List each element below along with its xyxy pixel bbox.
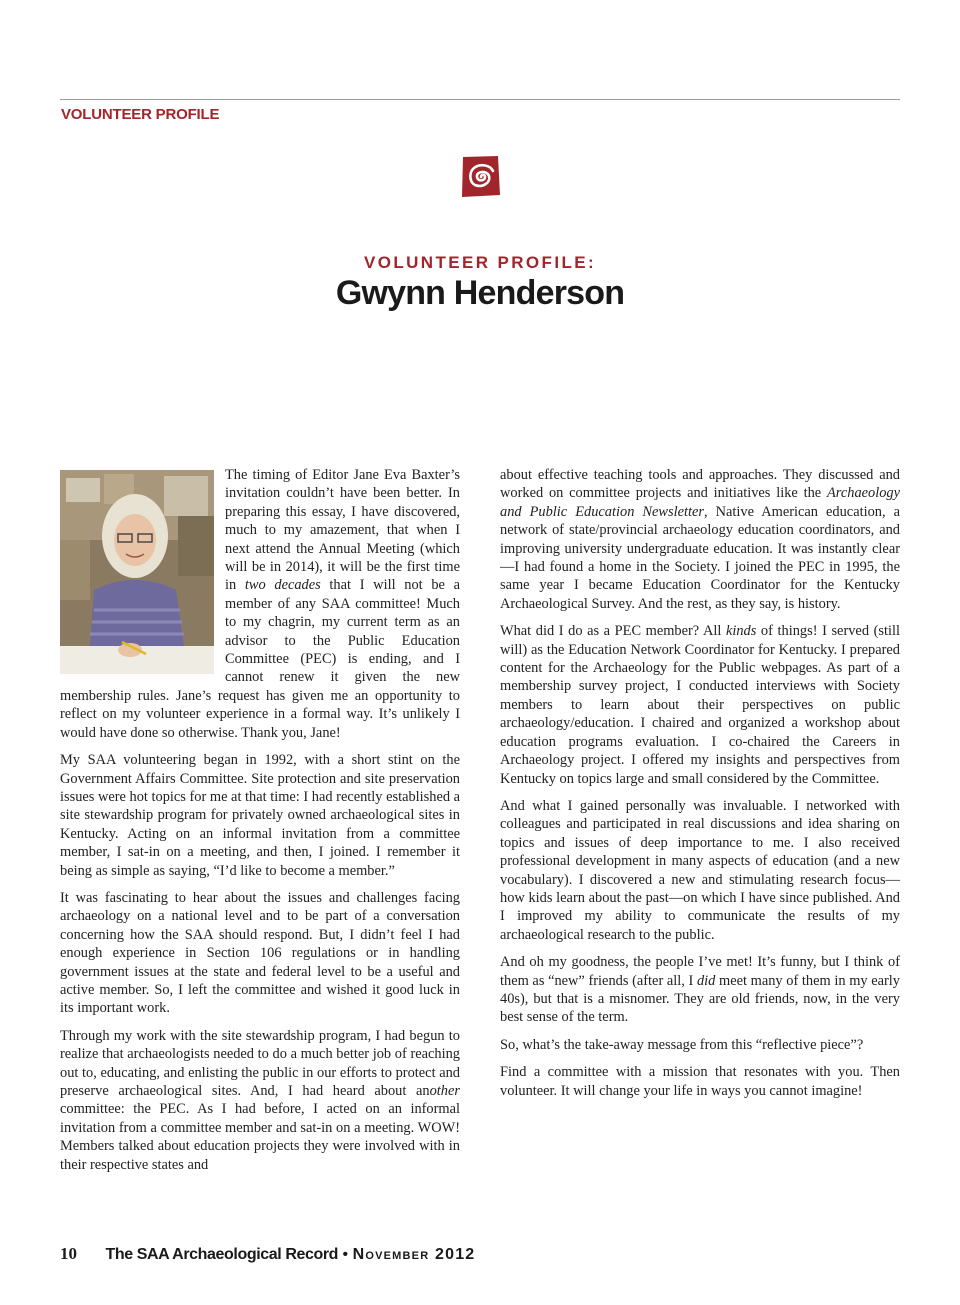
paragraph: And what I gained personally was invaluable. I networked with colleagues and participated in real discussions and idea sharing on topics and issues of deep importance to me. I also received professional development in many aspects of education (and a new vocabulary). I discovered a new and stimulating research focus—how kids learn about the past—on which I have since published. And I improved my ability to communicate the results of my archaeological research to the public. <box>500 797 900 943</box>
paragraph: What did I do as a PEC member? All kinds of things! I served (still will) as the Education Network Coordinator for Kentucky. I prepared content for the Archaeology for the Public webpages. As part of a membership survey project, I conducted interviews with Society members to learn about their perspectives on public archaeology/education. I chaired and organized a workshop about education programs evaluation. I co-chaired the Careers in Archaeology project. I offered my insights and perspectives from Kentucky on topics large and small considered by the Committee. <box>500 623 900 787</box>
section-label: VOLUNTEER PROFILE <box>61 106 220 123</box>
right-column <box>500 466 900 1109</box>
author-photo <box>60 470 214 674</box>
title-kicker: VOLUNTEER PROFILE: <box>363 253 597 272</box>
paragraph: Find a committee with a mission that resonates with you. Then volunteer. It will change your life in ways you cannot imagine! <box>500 1064 900 1099</box>
issue-date: November 2012 <box>352 1246 476 1263</box>
page-footer <box>60 1244 475 1264</box>
publication-name: The SAA Archaeological Record <box>105 1246 339 1263</box>
header-rule <box>60 99 900 100</box>
paragraph: The timing of Editor Jane Eva Baxter’s invitation couldn’t have been better. In preparing this essay, I have discovered, much to my amazement, that when I next attend the Annual Meeting (which will be in 2014), it will be the first time in two decades that I will not be a member of any SAA committee! Much to my chagrin, my current term as an advisor to the Public Education Committee (PEC) is ending, and I cannot renew it given the new membership rules. Jane’s request has given me an opportunity to reflect on my volunteer experience in a formal way. It’s unlikely I would have done so otherwise. Thank you, Jane! <box>60 467 460 741</box>
left-column <box>60 466 460 1183</box>
footer-separator: • <box>342 1246 349 1263</box>
page-number: 10 <box>60 1244 77 1263</box>
paragraph: Through my work with the site stewardship program, I had begun to realize that archaeologists needed to do a much better job of reaching out to, educating, and enlisting the public in our efforts to protect and preserve archaeological sites. And, I had heard about another committee: the PEC. As I had before, I acted on an informal invitation from a committee member and sat-in on a meeting. WOW! Members talked about education projects they were involved with in their respective states and <box>60 1027 460 1173</box>
paragraph: My SAA volunteering began in 1992, with a short stint on the Government Affairs Committee. Site protection and site preservation issues were hot topics for me at that time: I had recently established a site stewardship program for privately owned archaeological sites in Kentucky. Acting on an informal invitation from a committee member, I sat-in on a meeting, and then, I joined. I remember it being as simple as saying, “I’d like to become a member.” <box>60 752 461 879</box>
paragraph: about effective teaching tools and approaches. They discussed and worked on committee projects and initiatives like the Archaeology and Public Education Newsletter, Native American education, a network of state/provincial archaeology education coordinators, and improving university undergraduate education. It was instantly clear—I had found a home in the Society. I joined the PEC in 1995, the same year I became Education Coordinator for the Kentucky Archaeological Survey. And the rest, as they say, is history. <box>500 467 900 612</box>
paragraph: So, what’s the take-away message from this “reflective piece”? <box>500 1036 864 1053</box>
paragraph: It was fascinating to hear about the issues and challenges facing archaeology on a national level and to be part of a conversation concerning how the SAA should respond. But, I didn’t feel I had enough experience in Section 106 regulations or in handling government issues at the state and federal level to be a useful and active member. So, I left the committee and wished it good luck in its important work. <box>60 889 460 1017</box>
page-title: Gwynn Henderson <box>335 274 625 312</box>
paragraph: And oh my goodness, the people I’ve met! It’s funny, but I think of them as “new” friends (after all, I did meet many of them in my early 40s), but that is a misnomer. They are old friends, now, in the very best sense of the term. <box>500 954 900 1026</box>
spiral-icon <box>460 155 501 198</box>
